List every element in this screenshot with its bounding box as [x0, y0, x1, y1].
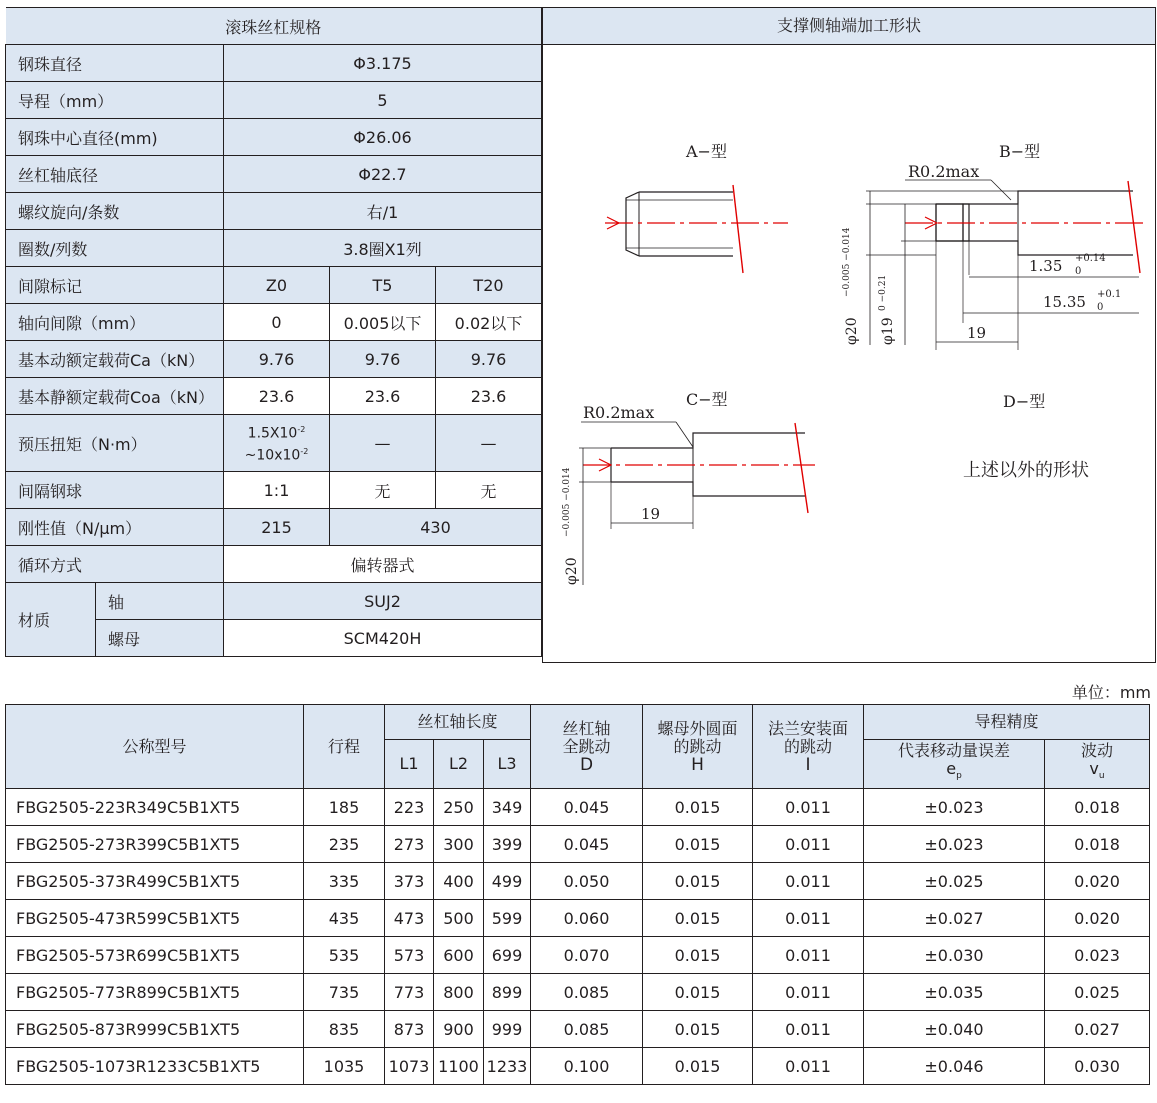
- cell-l1: 223: [385, 789, 434, 826]
- cell-l2: 400: [434, 863, 484, 900]
- type-a-chamfer: [626, 192, 639, 256]
- cell-nut-runout: 0.015: [643, 900, 753, 937]
- cell-ep: ±0.046: [864, 1048, 1045, 1085]
- cell-l3: 499: [484, 863, 531, 900]
- dynamic-load-label: 基本动额定载荷Ca（kN）: [6, 341, 224, 378]
- cell-model: FBG2505-1073R1233C5B1XT5: [6, 1048, 304, 1085]
- cell-ep: ±0.025: [864, 863, 1045, 900]
- cell-stroke: 535: [304, 937, 385, 974]
- cell-vu: 0.020: [1045, 900, 1150, 937]
- material-nut-value: SCM420H: [224, 620, 542, 657]
- axial-clearance-t20: 0.02以下: [436, 304, 542, 341]
- header-ep-line1: 代表移动量误差: [897, 741, 1010, 761]
- type-c-drawing: [562, 390, 815, 585]
- dynamic-load-t5: 9.76: [330, 341, 436, 378]
- header-lead-accuracy: 导程精度: [864, 705, 1150, 740]
- spacer-ball-z0: 1:1: [224, 472, 330, 509]
- type-c-leader-d: [676, 422, 693, 447]
- type-a-break-mark: [733, 185, 743, 273]
- table-row: [6, 1048, 1150, 1085]
- clearance-mark-z0: Z0: [224, 267, 330, 304]
- cell-ep: ±0.035: [864, 974, 1045, 1011]
- type-c-break-mark: [795, 423, 808, 513]
- type-b-dia20-tol: −0.005 −0.014: [842, 227, 852, 297]
- cell-ep: ±0.040: [864, 1011, 1045, 1048]
- header-nut-runout: [643, 705, 753, 789]
- preload-torque-t20: —: [436, 415, 542, 472]
- cell-stroke: 335: [304, 863, 385, 900]
- header-shaft-runout-line2: 全跳动: [562, 736, 611, 756]
- type-d-text: 上述以外的形状: [963, 460, 1089, 481]
- type-b-dim-small-tol-dn: 0: [1075, 266, 1082, 277]
- rigidity-label: 刚性值（N/μm）: [6, 509, 224, 546]
- header-l3: L3: [484, 740, 531, 789]
- type-b-dia20: φ20: [844, 317, 860, 345]
- type-d-label: D−型: [1003, 392, 1046, 411]
- ball-diameter-label: 钢珠直径: [6, 45, 224, 82]
- header-model: 公称型号: [6, 705, 304, 789]
- cell-nut-runout: 0.015: [643, 826, 753, 863]
- cell-nut-runout: 0.015: [643, 1011, 753, 1048]
- table-row: [6, 900, 1150, 937]
- spacer-ball-label: 间隔钢球: [6, 472, 224, 509]
- cell-model: FBG2505-273R399C5B1XT5: [6, 826, 304, 863]
- type-b-break-mark: [1128, 181, 1140, 273]
- cell-model: FBG2505-873R999C5B1XT5: [6, 1011, 304, 1048]
- ball-screw-spec-table: [5, 7, 542, 657]
- rigidity-t: 430: [330, 509, 542, 546]
- header-nut-runout-line2: 的跳动: [673, 736, 722, 756]
- header-vu: [1045, 740, 1150, 789]
- cell-model: FBG2505-773R899C5B1XT5: [6, 974, 304, 1011]
- cell-nut-runout: 0.015: [643, 937, 753, 974]
- static-load-t20: 23.6: [436, 378, 542, 415]
- cell-l1: 773: [385, 974, 434, 1011]
- table-row: [6, 937, 1150, 974]
- ball-diameter-value: Φ3.175: [224, 45, 542, 82]
- cell-vu: 0.023: [1045, 937, 1150, 974]
- cell-l3: 1233: [484, 1048, 531, 1085]
- type-c-label: C−型: [686, 390, 728, 409]
- header-flange-runout: [753, 705, 864, 789]
- header-ep-sub: p: [956, 771, 962, 782]
- static-load-label: 基本静额定载荷Coa（kN）: [6, 378, 224, 415]
- cell-ep: ±0.030: [864, 937, 1045, 974]
- header-ep: [864, 740, 1045, 789]
- cell-l2: 800: [434, 974, 484, 1011]
- cell-ep: ±0.023: [864, 789, 1045, 826]
- cell-vu: 0.030: [1045, 1048, 1150, 1085]
- cell-nut-runout: 0.015: [643, 789, 753, 826]
- preload-line2: ~10x10: [244, 447, 301, 464]
- table-row: [6, 789, 1150, 826]
- type-b-radius-label: R0.2max: [908, 162, 980, 181]
- cell-l2: 1100: [434, 1048, 484, 1085]
- cell-stroke: 435: [304, 900, 385, 937]
- static-load-t5: 23.6: [330, 378, 436, 415]
- cell-model: FBG2505-473R599C5B1XT5: [6, 900, 304, 937]
- cell-shaft-runout: 0.100: [531, 1048, 643, 1085]
- type-b-label: B−型: [999, 142, 1041, 161]
- spec-table-title: 滚珠丝杠规格: [6, 8, 542, 45]
- axial-clearance-z0: 0: [224, 304, 330, 341]
- cell-vu: 0.027: [1045, 1011, 1150, 1048]
- type-c-top-profile: [611, 433, 805, 448]
- ball-center-diameter-label: 钢珠中心直径(mm): [6, 119, 224, 156]
- cell-l1: 473: [385, 900, 434, 937]
- preload-torque-t5: —: [330, 415, 436, 472]
- type-b-dia19-tol: 0 −0.21: [878, 274, 888, 311]
- type-c-dia20: φ20: [564, 557, 580, 585]
- preload-line1: 1.5X10: [247, 426, 298, 442]
- header-l1: L1: [385, 740, 434, 789]
- type-a-drawing: [605, 142, 788, 273]
- header-vu-sub: u: [1098, 771, 1105, 782]
- root-diameter-value: Φ22.7: [224, 156, 542, 193]
- cell-model: FBG2505-573R699C5B1XT5: [6, 937, 304, 974]
- preload-torque-label: 预压扭矩（N·m）: [6, 415, 224, 472]
- material-shaft-label: 轴: [96, 583, 224, 620]
- cell-vu: 0.018: [1045, 826, 1150, 863]
- cell-l2: 500: [434, 900, 484, 937]
- table-row: [6, 974, 1150, 1011]
- type-b-drawing: [842, 142, 1143, 350]
- type-b-dim-large: 15.35: [1043, 293, 1086, 311]
- cell-l2: 600: [434, 937, 484, 974]
- cell-ep: ±0.027: [864, 900, 1045, 937]
- table-row: [6, 826, 1150, 863]
- cell-stroke: 235: [304, 826, 385, 863]
- preload-exp1: -2: [297, 425, 306, 435]
- cell-l2: 300: [434, 826, 484, 863]
- circulation-label: 循环方式: [6, 546, 224, 583]
- spacer-ball-t5: 无: [330, 472, 436, 509]
- type-b-dim-large-tol-up: +0.1: [1097, 289, 1122, 300]
- cell-model: FBG2505-223R349C5B1XT5: [6, 789, 304, 826]
- header-nut-runout-line1: 螺母外圆面: [657, 718, 738, 738]
- cell-shaft-runout: 0.045: [531, 789, 643, 826]
- type-d-drawing: [963, 392, 1089, 481]
- ball-center-diameter-value: Φ26.06: [224, 119, 542, 156]
- axial-clearance-t5: 0.005以下: [330, 304, 436, 341]
- cell-flange-runout: 0.011: [753, 789, 864, 826]
- clearance-mark-t5: T5: [330, 267, 436, 304]
- preload-exp2: -2: [300, 447, 309, 456]
- type-b-leader-d: [991, 180, 1011, 200]
- cell-model: FBG2505-373R499C5B1XT5: [6, 863, 304, 900]
- cell-flange-runout: 0.011: [753, 1011, 864, 1048]
- header-shaft-length: 丝杠轴长度: [385, 705, 531, 740]
- header-ep-symbol: e: [946, 759, 957, 779]
- turns-value: 3.8圈X1列: [224, 230, 542, 267]
- cell-shaft-runout: 0.050: [531, 863, 643, 900]
- cell-nut-runout: 0.015: [643, 1048, 753, 1085]
- drawings-title: 支撑侧轴端加工形状: [543, 8, 1155, 45]
- header-vu-line1: 波动: [1080, 741, 1113, 761]
- header-flange-runout-line1: 法兰安装面: [767, 718, 848, 738]
- clearance-mark-t20: T20: [436, 267, 542, 304]
- rigidity-z0: 215: [224, 509, 330, 546]
- model-table: [5, 704, 1150, 1085]
- cell-l3: 599: [484, 900, 531, 937]
- header-vu-symbol: v: [1089, 759, 1099, 779]
- dynamic-load-z0: 9.76: [224, 341, 330, 378]
- cell-l1: 273: [385, 826, 434, 863]
- static-load-z0: 23.6: [224, 378, 330, 415]
- lead-value: 5: [224, 82, 542, 119]
- type-b-dia19: φ19: [880, 317, 896, 345]
- cell-nut-runout: 0.015: [643, 863, 753, 900]
- type-c-radius-label: R0.2max: [583, 403, 655, 422]
- cell-flange-runout: 0.011: [753, 1048, 864, 1085]
- cell-flange-runout: 0.011: [753, 900, 864, 937]
- cell-stroke: 735: [304, 974, 385, 1011]
- axial-clearance-label: 轴向间隙（mm）: [6, 304, 224, 341]
- circulation-value: 偏转器式: [224, 546, 542, 583]
- header-shaft-runout: [531, 705, 643, 789]
- table-row: [6, 863, 1150, 900]
- material-shaft-value: SUJ2: [224, 583, 542, 620]
- header-flange-runout-symbol: I: [805, 754, 811, 775]
- cell-shaft-runout: 0.060: [531, 900, 643, 937]
- type-b-top-profile: [936, 191, 1133, 204]
- shaft-end-drawings: [543, 45, 1155, 662]
- cell-l3: 349: [484, 789, 531, 826]
- cell-vu: 0.025: [1045, 974, 1150, 1011]
- type-b-len: 19: [967, 324, 987, 342]
- shaft-end-drawings-panel: [542, 7, 1156, 663]
- header-nut-runout-symbol: H: [691, 754, 704, 775]
- unit-label: 单位：mm: [1071, 683, 1151, 702]
- table-row: [6, 1011, 1150, 1048]
- header-shaft-runout-symbol: D: [579, 754, 594, 775]
- header-stroke: 行程: [304, 705, 385, 789]
- dynamic-load-t20: 9.76: [436, 341, 542, 378]
- cell-l1: 573: [385, 937, 434, 974]
- cell-flange-runout: 0.011: [753, 937, 864, 974]
- cell-flange-runout: 0.011: [753, 826, 864, 863]
- cell-stroke: 835: [304, 1011, 385, 1048]
- cell-shaft-runout: 0.045: [531, 826, 643, 863]
- header-l2: L2: [434, 740, 484, 789]
- type-a-label: A−型: [686, 142, 727, 161]
- cell-l3: 399: [484, 826, 531, 863]
- cell-l3: 699: [484, 937, 531, 974]
- cell-ep: ±0.023: [864, 826, 1045, 863]
- model-table-body: [6, 789, 1150, 1085]
- cell-l3: 999: [484, 1011, 531, 1048]
- cell-l2: 900: [434, 1011, 484, 1048]
- cell-vu: 0.020: [1045, 863, 1150, 900]
- type-b-dim-small-tol-up: +0.14: [1075, 253, 1106, 264]
- turns-label: 圈数/列数: [6, 230, 224, 267]
- cell-shaft-runout: 0.070: [531, 937, 643, 974]
- type-b-dim-large-tol-dn: 0: [1097, 302, 1104, 313]
- spacer-ball-t20: 无: [436, 472, 542, 509]
- root-diameter-label: 丝杠轴底径: [6, 156, 224, 193]
- cell-flange-runout: 0.011: [753, 974, 864, 1011]
- cell-l1: 373: [385, 863, 434, 900]
- cell-l3: 899: [484, 974, 531, 1011]
- cell-nut-runout: 0.015: [643, 974, 753, 1011]
- header-shaft-runout-line1: 丝杠轴: [562, 718, 611, 738]
- header-flange-runout-line2: 的跳动: [783, 736, 832, 756]
- cell-l1: 1073: [385, 1048, 434, 1085]
- thread-direction-label: 螺纹旋向/条数: [6, 193, 224, 230]
- material-label: 材质: [6, 583, 96, 657]
- cell-vu: 0.018: [1045, 789, 1150, 826]
- cell-shaft-runout: 0.085: [531, 1011, 643, 1048]
- type-c-len: 19: [641, 505, 661, 523]
- cell-shaft-runout: 0.085: [531, 974, 643, 1011]
- cell-stroke: 1035: [304, 1048, 385, 1085]
- type-b-dim-small: 1.35: [1029, 257, 1063, 275]
- thread-direction-value: 右/1: [224, 193, 542, 230]
- cell-l2: 250: [434, 789, 484, 826]
- type-c-bottom-profile: [611, 482, 805, 496]
- material-nut-label: 螺母: [96, 620, 224, 657]
- lead-label: 导程（mm）: [6, 82, 224, 119]
- type-c-dia20-tol: −0.005 −0.014: [562, 467, 572, 537]
- cell-flange-runout: 0.011: [753, 863, 864, 900]
- clearance-mark-label: 间隙标记: [6, 267, 224, 304]
- cell-stroke: 185: [304, 789, 385, 826]
- preload-torque-z0: [224, 415, 330, 472]
- cell-l1: 873: [385, 1011, 434, 1048]
